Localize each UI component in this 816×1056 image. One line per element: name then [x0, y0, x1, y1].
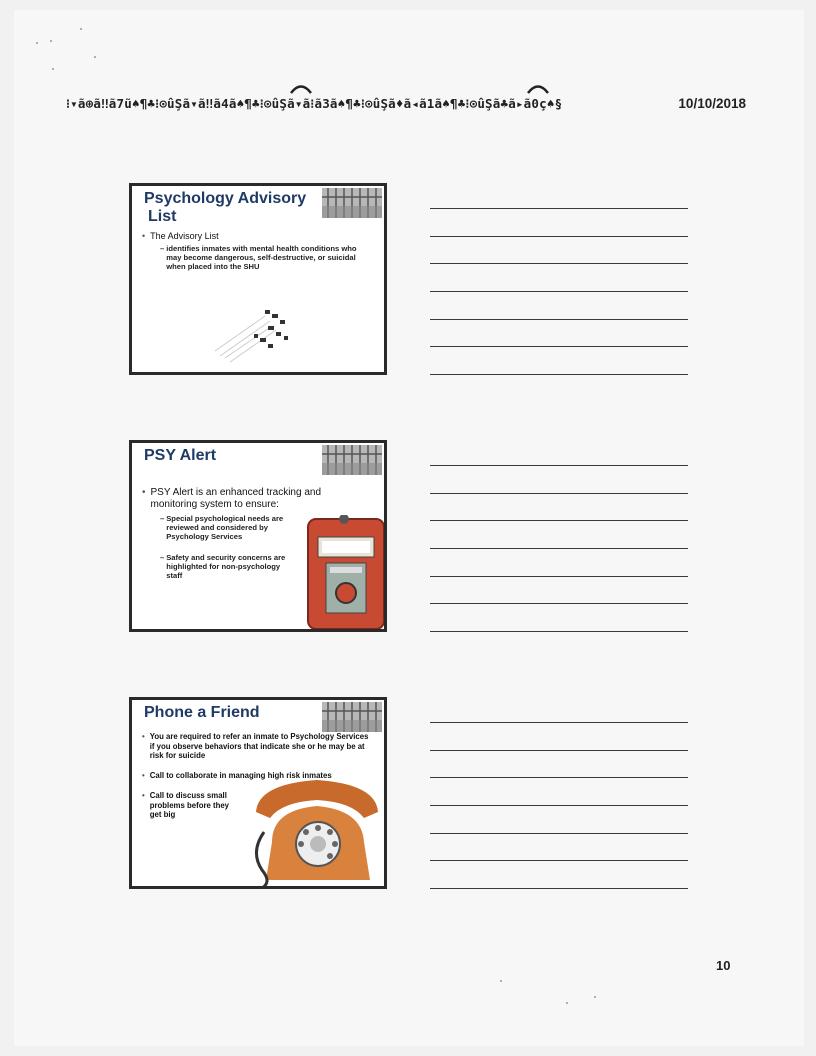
note-line	[430, 576, 688, 577]
binder-hole-left-icon	[290, 82, 312, 94]
note-line	[430, 888, 688, 889]
note-line	[430, 805, 688, 806]
bullet-item: • The Advisory List	[142, 231, 219, 241]
note-line	[430, 319, 688, 320]
note-line	[430, 263, 688, 264]
alarm-box-image-icon	[306, 515, 386, 630]
speck	[566, 1002, 568, 1004]
header-date: 10/10/2018	[678, 96, 746, 111]
slide-title-line2: List	[148, 208, 177, 225]
note-line	[430, 777, 688, 778]
slide-bullets	[142, 231, 377, 271]
slide-phone-a-friend	[129, 697, 387, 889]
slide-title-line1: PSY Alert	[144, 447, 217, 464]
note-line	[430, 520, 688, 521]
note-line	[430, 548, 688, 549]
note-line	[430, 722, 688, 723]
note-line	[430, 603, 688, 604]
rotary-phone-image-icon	[252, 772, 382, 889]
cell-bars-image-icon	[322, 702, 382, 732]
note-line	[430, 208, 688, 209]
note-line	[430, 374, 688, 375]
slide-title	[144, 447, 319, 465]
slide-title-line1: Psychology Advisory	[144, 190, 307, 207]
cell-bars-image-icon	[322, 445, 382, 475]
page-header	[66, 96, 746, 116]
note-line	[430, 750, 688, 751]
bullet-item: • You are required to refer an inmate to Psychology Services if you observe behaviors that indicate she or he may be at risk for suicide	[142, 732, 369, 760]
speck	[594, 996, 596, 998]
note-line	[430, 346, 688, 347]
slide-psychology-advisory-list	[129, 183, 387, 375]
bullet-item: • Call to discuss small problems before they get big	[142, 791, 230, 819]
chalk-sticks-image-icon	[210, 296, 310, 366]
speck	[50, 40, 52, 42]
slide-title-line1: Phone a Friend	[144, 704, 260, 721]
bullet-item: • PSY Alert is an enhanced tracking and monitoring system to ensure:	[142, 487, 321, 510]
sub-bullet-item: – identifies inmates with mental health conditions who may become dangerous, self-destructive, or suicidal when placed into the SHU	[160, 244, 357, 271]
note-line	[430, 860, 688, 861]
speck	[80, 28, 82, 30]
note-line	[430, 291, 688, 292]
speck	[500, 980, 502, 982]
note-line	[430, 833, 688, 834]
slide-psy-alert	[129, 440, 387, 632]
speck	[36, 42, 38, 44]
note-line	[430, 631, 688, 632]
sub-bullet-item: – Special psychological needs are reviewed and considered by Psychology Services	[160, 514, 284, 541]
bullet-item: • Call to collaborate in managing high risk inmates	[142, 770, 332, 780]
sub-bullet-item: – Safety and security concerns are highlighted for non-psychology staff	[160, 553, 286, 580]
binder-hole-right-icon	[527, 82, 549, 94]
cell-bars-image-icon	[322, 188, 382, 218]
note-line	[430, 493, 688, 494]
header-garbled-text: ⁝▾ã⊕ã‼ã7ũ♠¶♣⁝⊙ûŞã▾ã‼ã4ã♠¶♣⁝⊙ûŞã▾ã⁝ã3ã♠¶♣⁝⊙ûŞã♦ã◂ã1ã♠¶♣⁝⊙ûŞã♣ã▸ã0ç♠§	[66, 96, 563, 111]
slide-title	[144, 190, 319, 226]
speck	[94, 56, 96, 58]
note-line	[430, 465, 688, 466]
slide-title	[144, 704, 319, 722]
page-number: 10	[716, 958, 731, 973]
speck	[52, 68, 54, 70]
note-line	[430, 236, 688, 237]
